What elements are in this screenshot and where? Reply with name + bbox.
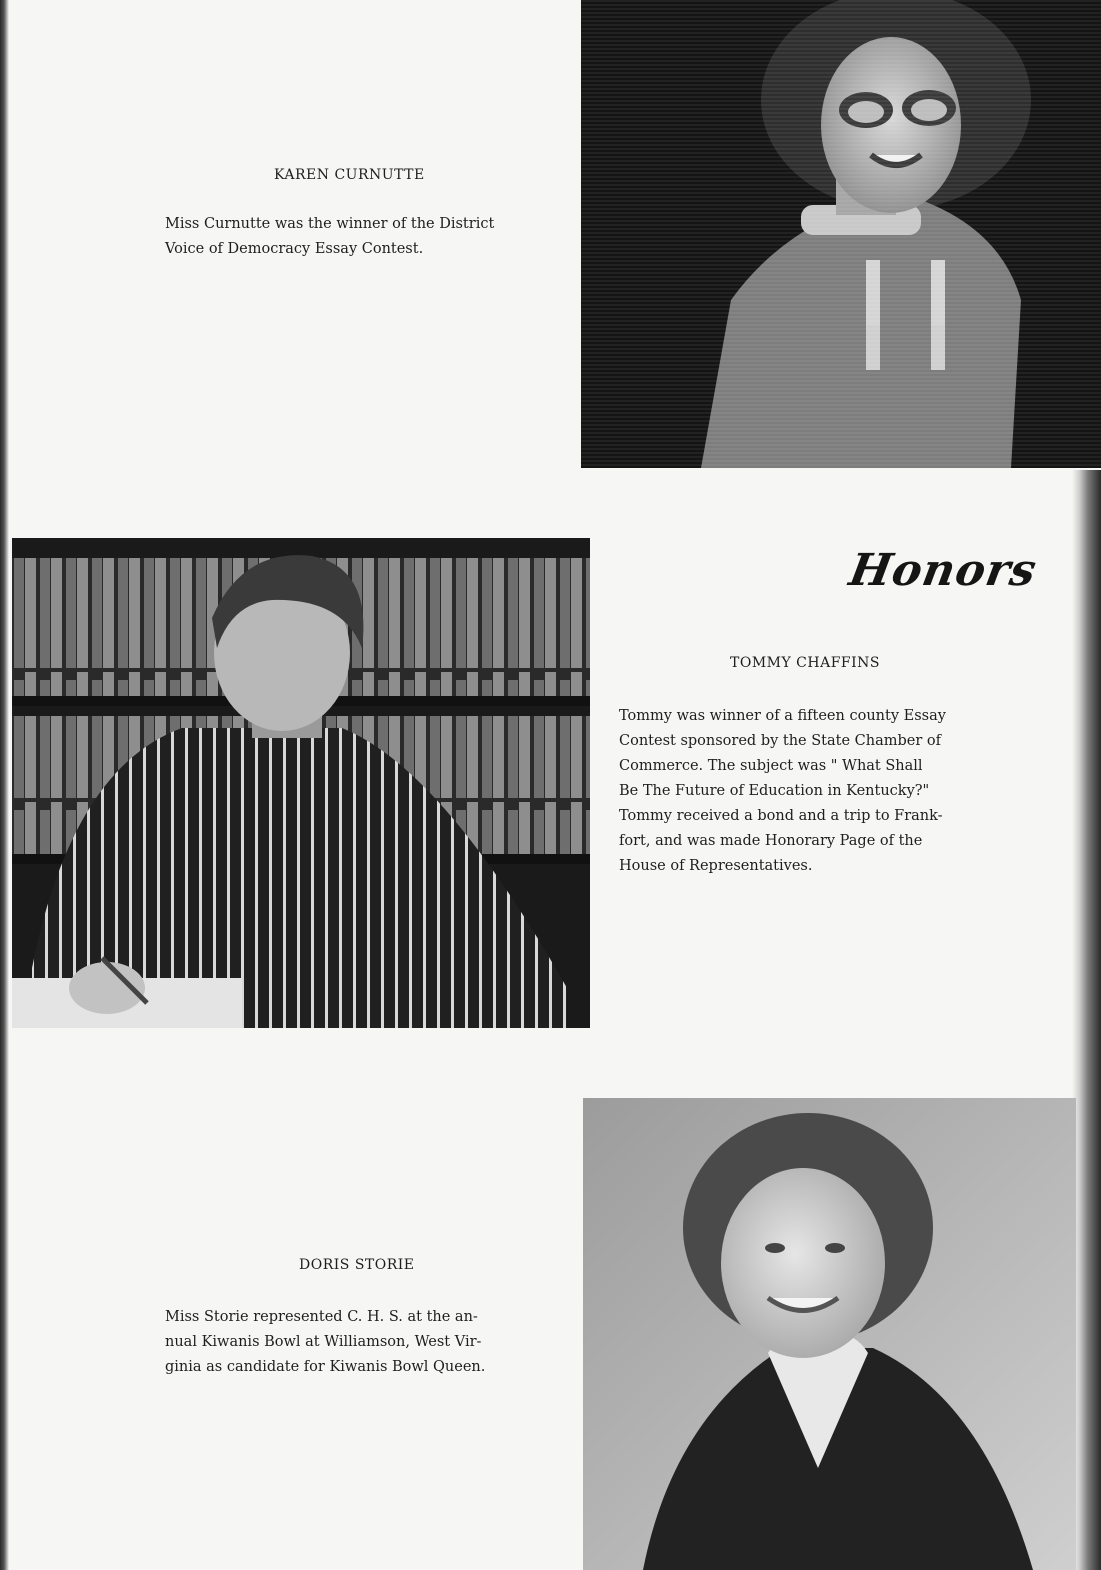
caption-line: Voice of Democracy Essay Contest.	[165, 241, 424, 257]
page-binding-edge	[0, 0, 9, 1570]
doris-storie-name: DORIS STORIE	[299, 1257, 415, 1273]
caption-line: Miss Curnutte was the winner of the District	[165, 216, 495, 232]
tommy-chaffins-caption	[619, 704, 1019, 879]
caption-line: Tommy was winner of a fifteen county Essay	[619, 708, 946, 724]
caption-line: Contest sponsored by the State Chamber of	[619, 733, 942, 749]
page-title: Honors	[845, 545, 1041, 596]
caption-line: Commerce. The subject was " What Shall	[619, 758, 923, 774]
tommy-chaffins-name: TOMMY CHAFFINS	[730, 655, 881, 671]
caption-line: Miss Storie represented C. H. S. at the an-	[165, 1309, 478, 1325]
caption-line: Tommy received a bond and a trip to Frank-	[619, 808, 943, 824]
doris-storie-portrait	[583, 1098, 1076, 1570]
karen-curnutte-name: KAREN CURNUTTE	[274, 167, 425, 183]
caption-line: nual Kiwanis Bowl at Williamson, West Vir-	[165, 1334, 482, 1350]
doris-storie-caption	[165, 1305, 565, 1380]
karen-curnutte-caption	[165, 212, 555, 262]
tommy-chaffins-photo	[12, 538, 590, 1028]
caption-line: House of Representatives.	[619, 858, 813, 874]
page-right-edge	[1072, 470, 1101, 1570]
caption-line: Be The Future of Education in Kentucky?"	[619, 783, 930, 799]
caption-line: ginia as candidate for Kiwanis Bowl Queen.	[165, 1359, 486, 1375]
karen-curnutte-portrait	[581, 0, 1101, 468]
caption-line: fort, and was made Honorary Page of the	[619, 833, 923, 849]
